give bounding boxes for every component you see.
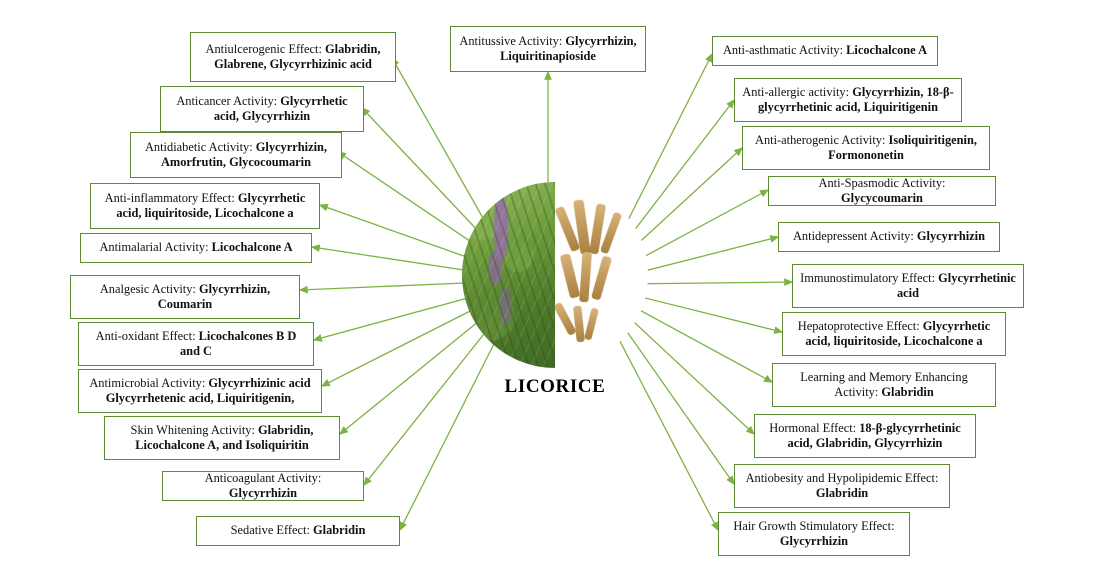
node-text: Anticancer Activity: Glycyrrhetic acid, Glycyrrhizin	[176, 93, 348, 123]
activity-node-antidepressent[interactable]	[778, 222, 1000, 252]
node-text: Antidepressent Activity: Glycyrrhizin	[792, 229, 986, 244]
activity-node-anti-allergic[interactable]	[734, 78, 962, 122]
node-text: Antidiabetic Activity: Glycyrrhizin, Amorfrutin, Glycocoumarin	[144, 139, 328, 169]
licorice-plant-half	[462, 182, 555, 368]
center-label: LICORICE	[504, 376, 606, 397]
node-text: Immunostimulatory Effect: Glycyrrhetinic acid	[800, 270, 1016, 300]
activity-node-hormonal[interactable]	[754, 414, 976, 458]
activity-node-hepatoprotective[interactable]	[782, 312, 1006, 356]
node-text: Antiulcerogenic Effect: Glabridin, Glabrene, Glycyrrhizinic acid	[205, 41, 381, 71]
activity-node-anti-spasmodic[interactable]	[768, 176, 996, 206]
node-text: Learning and Memory Enhancing Activity: Glabridin	[800, 369, 968, 399]
activity-node-antidiabetic[interactable]	[130, 132, 342, 178]
node-text: Anti-atherogenic Activity: Isoliquiritigenin, Formononetin	[755, 132, 977, 162]
node-text: Antitussive Activity: Glycyrrhizin, Liquiritinapioside	[459, 33, 637, 63]
node-text: Hepatoprotective Effect: Glycyrrhetic acid, liquiritoside, Licochalcone a	[797, 318, 991, 348]
node-text: Sedative Effect: Glabridin	[230, 523, 366, 538]
licorice-composite-image	[462, 182, 648, 368]
node-text: Anticoagulant Activity: Glycyrrhizin	[204, 470, 322, 500]
activity-node-skin-whitening[interactable]	[104, 416, 340, 460]
activity-node-anti-atherogenic[interactable]	[742, 126, 990, 170]
activity-node-hair-growth[interactable]	[718, 512, 910, 556]
node-text: Antimicrobial Activity: Glycyrrhizinic acid Glycyrrhetenic acid, Liquiritigenin,	[89, 375, 311, 405]
activity-node-immunostimulatory[interactable]	[792, 264, 1024, 308]
activity-node-anti-inflammatory[interactable]	[90, 183, 320, 229]
node-text: Analgesic Activity: Glycyrrhizin, Coumarin	[99, 281, 271, 311]
node-text: Hormonal Effect: 18-β-glycyrrhetinic acid, Glabridin, Glycyrrhizin	[769, 420, 961, 450]
node-text: Antiobesity and Hypolipidemic Effect: Glabridin	[745, 470, 939, 500]
node-text: Hair Growth Stimulatory Effect: Glycyrrhizin	[733, 518, 895, 548]
node-text: Skin Whitening Activity: Glabridin, Licochalcone A, and Isoliquiritin	[130, 422, 314, 452]
node-text: Anti-Spasmodic Activity: Glycycoumarin	[818, 175, 946, 205]
activity-node-anticancer[interactable]	[160, 86, 364, 132]
node-text: Anti-allergic activity: Glycyrrhizin, 18-β-glycyrrhetinic acid, Liquiritigenin	[742, 84, 954, 114]
node-text: Anti-asthmatic Activity: Licochalcone A	[722, 43, 928, 58]
licorice-root-half	[555, 182, 648, 368]
node-text: Anti-inflammatory Effect: Glycyrrhetic acid, liquiritoside, Licochalcone a	[104, 190, 306, 220]
activity-node-sedative[interactable]	[196, 516, 400, 546]
activity-node-anticoagulant[interactable]	[162, 471, 364, 501]
node-text: Anti-oxidant Effect: Licochalcones B D and C	[95, 328, 297, 358]
activity-node-antimalarial[interactable]	[80, 233, 312, 263]
activity-node-learning-memory[interactable]	[772, 363, 996, 407]
activity-node-antioxidant[interactable]	[78, 322, 314, 366]
activity-node-antiulcerogenic[interactable]	[190, 32, 396, 82]
activity-node-analgesic[interactable]	[70, 275, 300, 319]
activity-node-antiobesity[interactable]	[734, 464, 950, 508]
activity-node-anti-asthmatic[interactable]	[712, 36, 938, 66]
activity-node-antimicrobial[interactable]	[78, 369, 322, 413]
node-text: Antimalarial Activity: Licochalcone A	[99, 240, 293, 255]
activity-node-antitussive[interactable]	[450, 26, 646, 72]
